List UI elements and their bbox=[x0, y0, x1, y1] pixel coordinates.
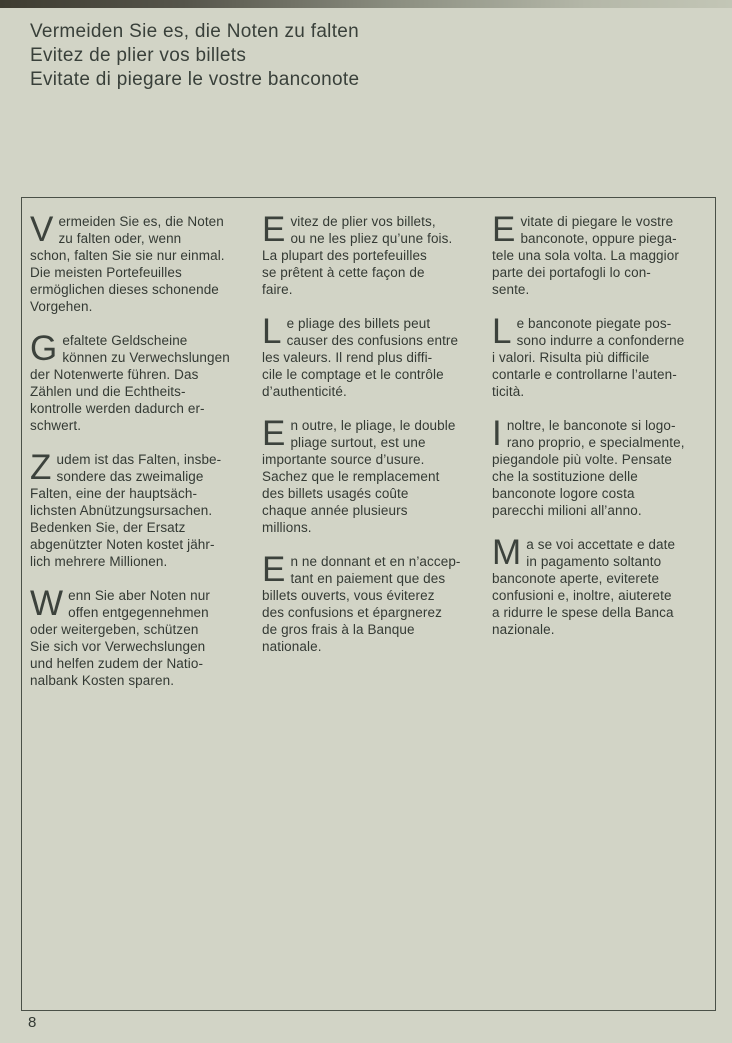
paragraph bbox=[262, 417, 484, 536]
drop-cap: L bbox=[492, 315, 512, 351]
text-line: zu falten oder, wenn bbox=[58, 231, 182, 246]
text-line: ticità. bbox=[492, 384, 525, 399]
text-line: udem ist das Falten, insbe- bbox=[56, 452, 222, 467]
text-line: tant en paiement que des bbox=[290, 571, 446, 586]
drop-cap: G bbox=[30, 332, 58, 368]
text-line: sondere das zweimalige bbox=[56, 469, 204, 484]
text-line: n outre, le pliage, le double bbox=[290, 418, 456, 433]
text-line: banconote logore costa bbox=[492, 486, 635, 501]
text-line: nazionale. bbox=[492, 622, 555, 637]
text-line: abgenützter Noten kostet jähr- bbox=[30, 537, 215, 552]
paragraph bbox=[30, 213, 252, 315]
drop-cap: E bbox=[262, 553, 286, 589]
paragraph bbox=[30, 587, 252, 689]
text-line: schon, falten Sie sie nur einmal. bbox=[30, 248, 225, 263]
text-line: nationale. bbox=[262, 639, 322, 654]
text-line: parte dei portafogli lo con- bbox=[492, 265, 651, 280]
text-line: efaltete Geldscheine bbox=[62, 333, 188, 348]
text-line: cile le comptage et le contrôle bbox=[262, 367, 444, 382]
text-line: de gros frais à la Banque bbox=[262, 622, 415, 637]
text-line: sente. bbox=[492, 282, 530, 297]
drop-cap: V bbox=[30, 213, 54, 249]
drop-cap: Z bbox=[30, 451, 52, 487]
text-line: chaque année plusieurs bbox=[262, 503, 408, 518]
drop-cap: I bbox=[492, 417, 502, 453]
text-line: faire. bbox=[262, 282, 293, 297]
text-line: Zählen und die Echtheits- bbox=[30, 384, 186, 399]
title-line-italian: Evitate di piegare le vostre banconote bbox=[30, 69, 360, 90]
paragraph bbox=[30, 332, 252, 434]
paragraph bbox=[492, 417, 714, 519]
text-line: der Notenwerte führen. Das bbox=[30, 367, 199, 382]
text-line: enn Sie aber Noten nur bbox=[68, 588, 210, 603]
text-line: a ridurre le spese della Banca bbox=[492, 605, 674, 620]
paragraph bbox=[492, 315, 714, 400]
text-line: sono indurre a confonderne bbox=[516, 333, 685, 348]
text-line: kontrolle werden dadurch er- bbox=[30, 401, 205, 416]
text-line: banconote aperte, eviterete bbox=[492, 571, 660, 586]
text-line: in pagamento soltanto bbox=[526, 554, 662, 569]
paragraph bbox=[262, 213, 484, 298]
text-line: oder weitergeben, schützen bbox=[30, 622, 199, 637]
text-line: können zu Verwechslungen bbox=[62, 350, 230, 365]
text-line: Die meisten Portefeuilles bbox=[30, 265, 182, 280]
title-line-german: Vermeiden Sie es, die Noten zu falten bbox=[30, 21, 360, 42]
text-line: e banconote piegate pos- bbox=[516, 316, 672, 331]
text-line: millions. bbox=[262, 520, 312, 535]
text-line: Sachez que le remplacement bbox=[262, 469, 440, 484]
text-line: tele una sola volta. La maggior bbox=[492, 248, 679, 263]
text-line: ou ne les pliez qu’une fois. bbox=[290, 231, 453, 246]
paragraph bbox=[492, 213, 714, 298]
text-line: lich mehrere Millionen. bbox=[30, 554, 168, 569]
text-line: rano proprio, e specialmente, bbox=[506, 435, 685, 450]
drop-cap: E bbox=[262, 213, 286, 249]
text-line: vitate di piegare le vostre bbox=[520, 214, 674, 229]
text-line: importante source d’usure. bbox=[262, 452, 425, 467]
drop-cap: W bbox=[30, 587, 64, 623]
text-line: nalbank Kosten sparen. bbox=[30, 673, 175, 688]
text-line: i valori. Risulta più difficile bbox=[492, 350, 650, 365]
text-line: Bedenken Sie, der Ersatz bbox=[30, 520, 186, 535]
text-line: schwert. bbox=[30, 418, 82, 433]
paragraph bbox=[262, 553, 484, 655]
drop-cap: E bbox=[262, 417, 286, 453]
scan-top-edge bbox=[0, 0, 732, 8]
text-line: les valeurs. Il rend plus diffi- bbox=[262, 350, 433, 365]
drop-cap: M bbox=[492, 536, 522, 572]
page-number: 8 bbox=[28, 1014, 37, 1031]
text-line: causer des confusions entre bbox=[286, 333, 459, 348]
text-line: ermeiden Sie es, die Noten bbox=[58, 214, 224, 229]
text-line: billets ouverts, vous éviterez bbox=[262, 588, 435, 603]
text-line: a se voi accettate e date bbox=[526, 537, 676, 552]
text-line: des confusions et épargnerez bbox=[262, 605, 442, 620]
text-line: ermöglichen dieses schonende bbox=[30, 282, 219, 297]
text-line: La plupart des portefeuilles bbox=[262, 248, 427, 263]
column-italian bbox=[492, 213, 714, 655]
text-line: lichsten Abnützungsursachen. bbox=[30, 503, 213, 518]
text-line: se prêtent à cette façon de bbox=[262, 265, 425, 280]
text-line: banconote, oppure piega- bbox=[520, 231, 677, 246]
paragraph bbox=[262, 315, 484, 400]
text-line: che la sostituzione delle bbox=[492, 469, 638, 484]
paragraph bbox=[492, 536, 714, 638]
text-line: vitez de plier vos billets, bbox=[290, 214, 436, 229]
column-german bbox=[30, 213, 252, 706]
paragraph bbox=[30, 451, 252, 570]
text-line: Falten, eine der hauptsäch- bbox=[30, 486, 198, 501]
text-line: e pliage des billets peut bbox=[286, 316, 431, 331]
text-line: d’authenticité. bbox=[262, 384, 347, 399]
text-line: und helfen zudem der Natio- bbox=[30, 656, 204, 671]
text-line: pliage surtout, est une bbox=[290, 435, 426, 450]
text-line: parecchi milioni all’anno. bbox=[492, 503, 642, 518]
text-line: Sie sich vor Verwechslungen bbox=[30, 639, 206, 654]
title-block bbox=[30, 20, 359, 92]
text-line: n ne donnant et en n’accep- bbox=[290, 554, 461, 569]
drop-cap: E bbox=[492, 213, 516, 249]
text-line: des billets usagés coûte bbox=[262, 486, 409, 501]
title-line-french: Evitez de plier vos billets bbox=[30, 45, 247, 66]
text-line: noltre, le banconote si logo- bbox=[506, 418, 676, 433]
drop-cap: L bbox=[262, 315, 282, 351]
text-line: offen entgegennehmen bbox=[68, 605, 209, 620]
text-line: contarle e controllarne l’auten- bbox=[492, 367, 677, 382]
text-line: Vorgehen. bbox=[30, 299, 93, 314]
column-french bbox=[262, 213, 484, 672]
text-line: confusioni e, inoltre, aiuterete bbox=[492, 588, 672, 603]
text-line: piegandole più volte. Pensate bbox=[492, 452, 673, 467]
